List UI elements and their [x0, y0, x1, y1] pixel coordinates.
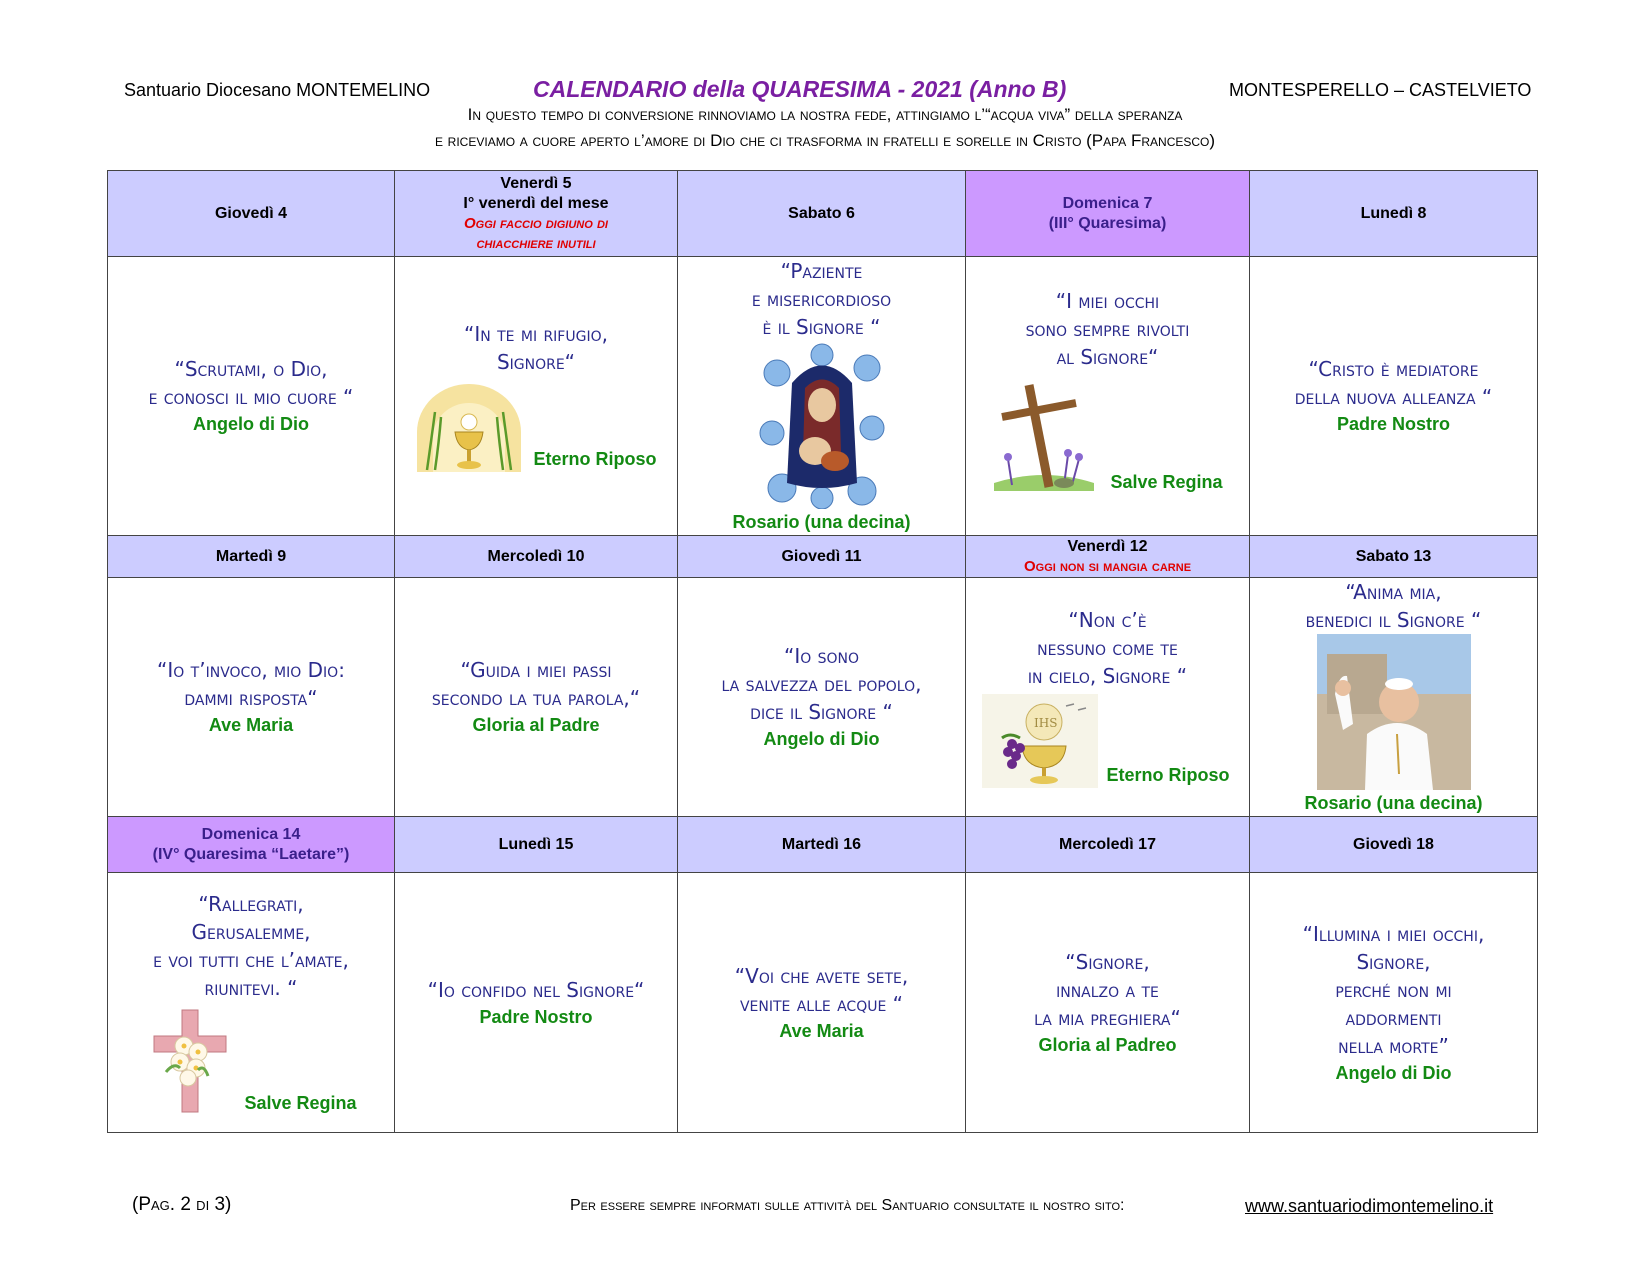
day-cell-giovedi-11	[678, 578, 966, 817]
pope-photo	[1317, 634, 1471, 790]
quote-line: la salvezza del popolo,	[721, 672, 922, 696]
flower-cross-icon	[144, 1006, 236, 1116]
quote-line: la mia preghiera“	[1034, 1005, 1181, 1030]
day-header-venerdi-12	[966, 536, 1250, 578]
day-cell-martedi-16	[678, 873, 966, 1133]
day-header-lunedi-15	[395, 817, 678, 873]
website-link[interactable]: www.santuariodimontemelino.it	[1245, 1196, 1494, 1216]
intro-line-1: In questo tempo di conversione rinnoviamo la nostra fede, attingiamo l’“acqua viva” della speranza	[467, 105, 1183, 124]
day-header-domenica-7	[966, 171, 1250, 257]
prayer-label: Eterno Riposo	[533, 449, 657, 469]
day-cell-martedi-9	[108, 578, 395, 817]
day-label: Mercoledì 10	[487, 547, 585, 565]
prayer-label: Rosario (una decina)	[732, 512, 911, 532]
footer-text: Per essere sempre informati sulle attività del Santuario consultate il nostro sito:	[570, 1197, 1125, 1214]
quote-line: “Io sono	[783, 644, 860, 668]
intro-line-2: e riceviamo a cuore aperto l’amore di Dio che ci trasforma in fratelli e sorelle in Cristo (Papa Francesco)	[434, 131, 1216, 150]
quote-line: perché non mi	[1335, 977, 1452, 1002]
day-cell-mercoledi-10	[395, 578, 678, 817]
day-header-domenica-14	[108, 817, 395, 873]
day-cell-venerdi-5	[395, 257, 678, 536]
day-header-giovedi-18	[1250, 817, 1538, 873]
prayer-label: Ave Maria	[208, 715, 294, 735]
cross-icon	[984, 375, 1102, 495]
day-label: Giovedì 4	[214, 204, 288, 222]
calendar-table	[107, 170, 1538, 1133]
day-label: Lunedì 8	[1360, 204, 1427, 222]
day-header-sabato-6	[678, 171, 966, 257]
prayer-label: Padre Nostro	[479, 1006, 593, 1027]
day-cell-lunedi-15	[395, 873, 678, 1133]
quote-line: Signore,	[1356, 949, 1431, 974]
day-sublabel: (III° Quaresima)	[1048, 214, 1167, 232]
quote-line: al Signore“	[1056, 345, 1159, 369]
quote-line: e voi tutti che l’amate,	[153, 947, 349, 972]
quote-line: venite alle acque “	[739, 991, 904, 1016]
day-sublabel: (IV° Quaresima “Laetare”)	[152, 845, 350, 863]
prayer-label: Angelo di Dio	[193, 414, 309, 434]
day-cell-domenica-14	[108, 873, 395, 1133]
quote-line: è il Signore “	[762, 315, 881, 339]
day-label: Domenica 14	[201, 825, 301, 843]
prayer-label: Angelo di Dio	[1335, 1062, 1452, 1083]
day-header-venerdi-5	[395, 171, 678, 257]
quote-line: “Paziente	[780, 259, 863, 283]
quote-line: e misericordioso	[751, 287, 892, 311]
day-header-sabato-13	[1250, 536, 1538, 578]
quote-line: “In te mi rifugio,	[464, 322, 608, 346]
day-cell-giovedi-4	[108, 257, 395, 536]
quote-line: benedici il Signore “	[1305, 608, 1482, 632]
day-cell-sabato-13	[1250, 578, 1538, 817]
quote-line: nessuno come te	[1037, 636, 1178, 660]
prayer-label: Salve Regina	[1110, 472, 1223, 492]
day-note: chiacchiere inutili	[476, 234, 596, 252]
day-label: Martedì 9	[215, 547, 287, 565]
quote-line: “I miei occhi	[1055, 289, 1160, 313]
eucharist-grapes-icon	[982, 694, 1098, 788]
chalice-icon	[413, 382, 525, 472]
page-number: (Pag. 2 di 3)	[132, 1194, 232, 1215]
quote-line: “Non c’è	[1068, 608, 1147, 632]
day-label: Venerdì 5	[500, 174, 572, 192]
quote-line: dice il Signore “	[750, 700, 893, 724]
locations: MONTESPERELLO – CASTELVIETO	[1229, 80, 1532, 100]
day-cell-giovedi-18	[1250, 873, 1538, 1133]
day-note: Oggi faccio digiuno di	[464, 214, 608, 232]
prayer-label: Ave Maria	[779, 1020, 864, 1041]
day-label: Martedì 16	[781, 835, 862, 853]
day-header-giovedi-4	[108, 171, 395, 257]
calendar-title: CALENDARIO della QUARESIMA - 2021 (Anno B)	[533, 76, 1067, 102]
quote-line: “Io confido nel Signore“	[427, 977, 645, 1002]
quote-line: dammi risposta“	[184, 686, 318, 710]
day-header-lunedi-8	[1250, 171, 1538, 257]
day-header-martedi-9	[108, 536, 395, 578]
quote-line: riunitevi. “	[204, 975, 298, 1000]
day-cell-sabato-6	[678, 257, 966, 536]
quote-line: “Voi che avete sete,	[734, 963, 909, 988]
day-label: Lunedì 15	[498, 835, 574, 853]
quote-line: sono sempre rivolti	[1025, 317, 1190, 341]
day-header-mercoledi-10	[395, 536, 678, 578]
day-header-mercoledi-17	[966, 817, 1250, 873]
prayer-label: Rosario (una decina)	[1304, 793, 1483, 813]
quote-line: “Signore,	[1065, 949, 1150, 974]
quote-line: “Cristo è mediatore	[1308, 357, 1479, 381]
day-header-martedi-16	[678, 817, 966, 873]
quote-line: secondo la tua parola,“	[431, 686, 641, 710]
day-header-giovedi-11	[678, 536, 966, 578]
quote-line: “Rallegrati,	[198, 891, 304, 916]
day-note: Oggi non si mangia carne	[1023, 557, 1192, 575]
svg-text:IHS: IHS	[1034, 716, 1058, 730]
day-label: Giovedì 11	[781, 547, 862, 565]
day-cell-lunedi-8	[1250, 257, 1538, 536]
day-label: Sabato 13	[1355, 547, 1432, 565]
quote-line: Gerusalemme,	[191, 919, 311, 944]
quote-line: nella morte”	[1338, 1033, 1449, 1058]
day-cell-mercoledi-17	[966, 873, 1250, 1133]
quote-line: della nuova alleanza “	[1294, 385, 1493, 409]
quote-line: “Scrutami, o Dio,	[174, 357, 328, 381]
prayer-label: Eterno Riposo	[1106, 765, 1230, 785]
quote-line: addormenti	[1345, 1005, 1442, 1030]
quote-line: “Anima mia,	[1345, 580, 1442, 604]
quote-line: Signore“	[496, 350, 576, 374]
quote-line: “Guida i miei passi	[460, 658, 612, 682]
prayer-label: Padre Nostro	[1336, 414, 1451, 434]
prayer-label: Gloria al Padreo	[1038, 1034, 1177, 1055]
day-cell-domenica-7	[966, 257, 1250, 536]
quote-line: “Illumina i miei occhi,	[1302, 921, 1485, 946]
sanctuary-name: Santuario Diocesano MONTEMELINO	[124, 80, 431, 100]
quote-line: “Io t’invoco, mio Dio:	[157, 658, 345, 682]
day-cell-venerdi-12	[966, 578, 1250, 817]
day-label: Giovedì 18	[1353, 835, 1434, 853]
quote-line: innalzo a te	[1056, 977, 1159, 1002]
prayer-label: Angelo di Dio	[763, 729, 880, 749]
day-sublabel: I° venerdì del mese	[463, 194, 609, 212]
day-label: Sabato 6	[788, 204, 855, 222]
day-label: Domenica 7	[1062, 194, 1153, 212]
prayer-label: Gloria al Padre	[472, 715, 600, 735]
quote-line: e conosci il mio cuore “	[148, 385, 354, 409]
day-label: Mercoledì 17	[1059, 835, 1156, 853]
prayer-label: Salve Regina	[244, 1092, 357, 1113]
madonna-icon	[757, 343, 887, 509]
quote-line: in cielo, Signore “	[1027, 664, 1188, 688]
day-label: Venerdì 12	[1067, 537, 1148, 555]
